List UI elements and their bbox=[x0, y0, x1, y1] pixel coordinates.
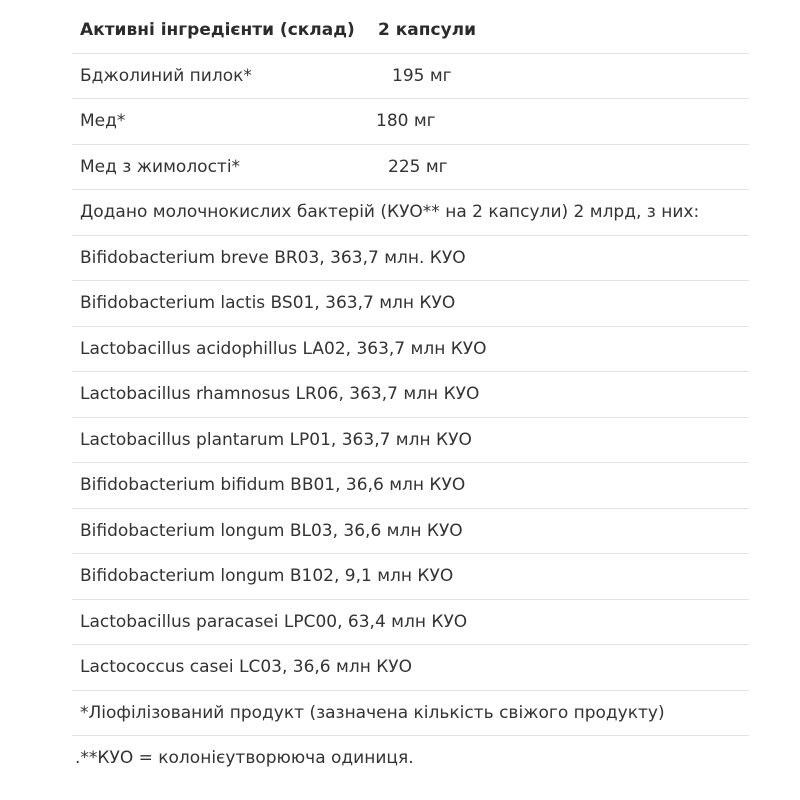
ingredient-amount: 225 мг bbox=[388, 156, 448, 177]
table-row bbox=[72, 236, 749, 282]
ingredient-amount: 180 мг bbox=[376, 111, 436, 131]
bacteria-strain: Bifidobacterium bifidum BB01, 36,6 млн КУО bbox=[80, 475, 466, 495]
bacteria-strain: Bifidobacterium lactis BS01, 363,7 млн КУО bbox=[80, 293, 456, 313]
table-row bbox=[72, 99, 749, 145]
table-row bbox=[72, 463, 749, 509]
bacteria-strain: Lactococcus casei LC03, 36,6 млн КУО bbox=[80, 657, 413, 677]
table-row bbox=[72, 190, 749, 236]
ingredient-name: Мед з жимолості* bbox=[80, 156, 241, 177]
table-row bbox=[72, 372, 749, 418]
bacteria-strain: Lactobacillus paracasei LPC00, 63,4 млн КУО bbox=[80, 611, 468, 632]
ingredient-amount: 195 мг bbox=[392, 65, 452, 86]
lyophilized-footnote: *Ліофілізований продукт (зазначена кількість свіжого продукту) bbox=[80, 702, 665, 723]
table-row bbox=[72, 509, 749, 555]
header-dose-label: 2 капсули bbox=[378, 20, 477, 40]
table-row bbox=[72, 145, 749, 191]
bacteria-strain: Bifidobacterium breve BR03, 363,7 млн. КУО bbox=[80, 247, 466, 268]
table-row bbox=[72, 691, 749, 737]
table-row bbox=[72, 327, 749, 373]
ingredient-name: Бджолиний пилок* bbox=[80, 65, 252, 86]
table-row bbox=[72, 736, 749, 782]
table-row bbox=[72, 54, 749, 100]
ingredient-name: Мед* bbox=[80, 111, 126, 131]
bacteria-strain: Bifidobacterium longum BL03, 36,6 млн КУО bbox=[80, 520, 463, 541]
ingredients-table bbox=[72, 8, 749, 782]
table-row bbox=[72, 600, 749, 646]
table-row bbox=[72, 281, 749, 327]
bacteria-strain: Lactobacillus acidophillus LA02, 363,7 млн КУО bbox=[80, 338, 487, 359]
bacteria-strain: Lactobacillus plantarum LP01, 363,7 млн КУО bbox=[80, 429, 472, 450]
table-row bbox=[72, 554, 749, 600]
table-header-row bbox=[72, 8, 749, 54]
bacteria-strain: Lactobacillus rhamnosus LR06, 363,7 млн КУО bbox=[80, 384, 480, 404]
bacteria-strain: Bifidobacterium longum B102, 9,1 млн КУО bbox=[80, 566, 454, 586]
cfu-footnote: .**КУО = колонієутворююча одиниця. bbox=[75, 748, 414, 768]
table-row bbox=[72, 418, 749, 464]
table-row bbox=[72, 645, 749, 691]
header-ingredients-label: Активні інгредієнти (склад) bbox=[80, 20, 355, 40]
bacteria-intro-note: Додано молочнокислих бактерій (КУО** на 2 капсули) 2 млрд, з них: bbox=[80, 202, 700, 222]
